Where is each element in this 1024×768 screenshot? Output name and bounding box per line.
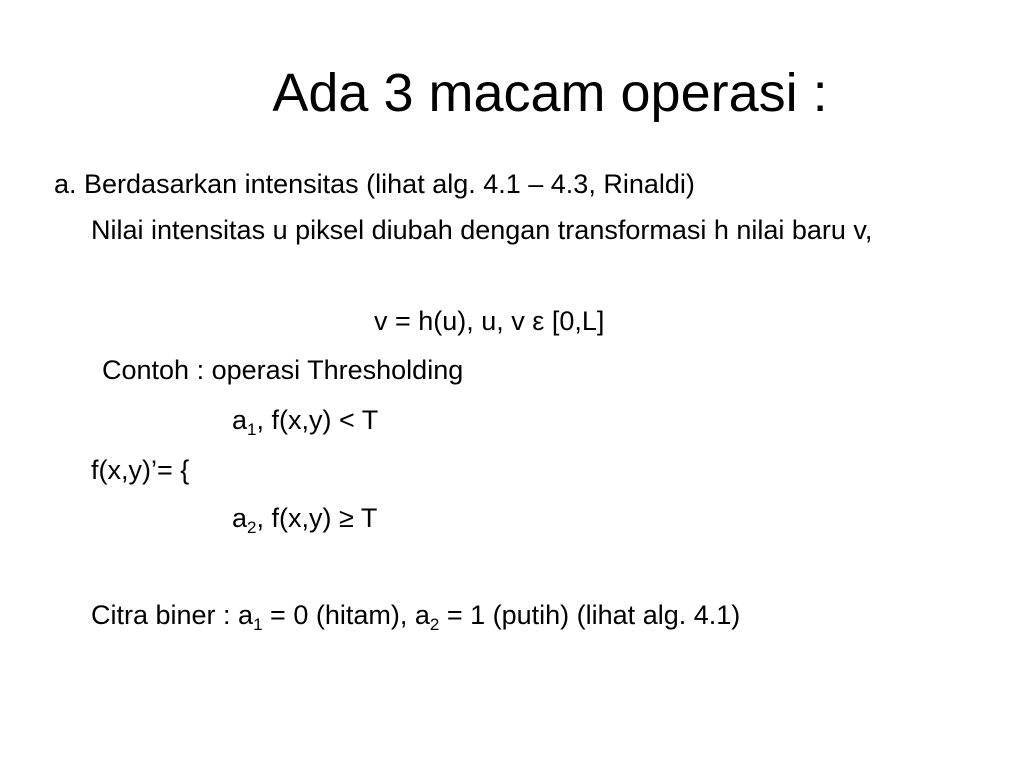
case-two bbox=[232, 501, 377, 535]
case-two-var: a bbox=[232, 503, 248, 533]
binary-prefix: Citra biner : a bbox=[91, 600, 254, 630]
binary-subscript-2: 2 bbox=[429, 615, 440, 634]
binary-subscript-1: 1 bbox=[253, 615, 263, 634]
binary-mid: = 0 (hitam), a bbox=[262, 600, 430, 630]
case-one-subscript: 1 bbox=[247, 420, 257, 439]
case-one-condition: , f(x,y) < T bbox=[256, 405, 379, 435]
slide-title: Ada 3 macam operasi : bbox=[272, 63, 828, 123]
case-two-condition: , f(x,y) ≥ T bbox=[256, 503, 378, 533]
case-one-var: a bbox=[232, 405, 248, 435]
case-one bbox=[232, 403, 378, 437]
case-two-subscript: 2 bbox=[247, 518, 257, 537]
binary-suffix: = 1 (putih) (lihat alg. 4.1) bbox=[439, 600, 741, 630]
description-text: Nilai intensitas u piksel diubah dengan transformasi h nilai baru v, bbox=[91, 215, 873, 245]
formula: v = h(u), u, v ε [0,L] bbox=[374, 306, 605, 336]
function-lhs: f(x,y)’= { bbox=[91, 455, 190, 485]
binary-image-note bbox=[91, 598, 740, 632]
example-label: Contoh : operasi Thresholding bbox=[102, 355, 464, 385]
item-a-heading: a. Berdasarkan intensitas (lihat alg. 4.1 – 4.3, Rinaldi) bbox=[54, 169, 695, 199]
